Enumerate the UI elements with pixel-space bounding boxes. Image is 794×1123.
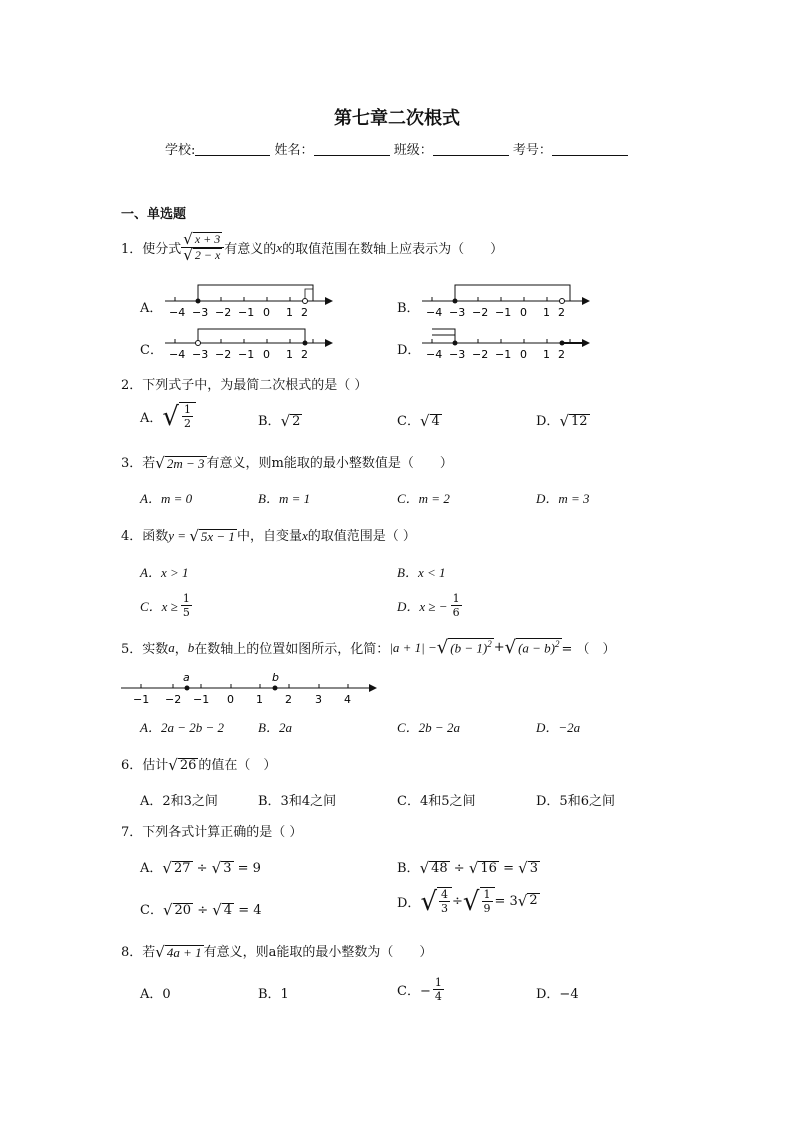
q4-option-d[interactable] bbox=[397, 592, 462, 619]
q8-option-d[interactable]: D．−4 bbox=[536, 987, 579, 1002]
tick-label: 2 bbox=[301, 348, 308, 361]
q5-var-b: b bbox=[187, 639, 195, 655]
q7-c-result: = 4 bbox=[234, 903, 262, 918]
tick-label: 2 bbox=[558, 348, 565, 361]
q6-option-d[interactable]: D．5和6之间 bbox=[536, 794, 615, 809]
q2-d-radicand: 12 bbox=[571, 413, 588, 429]
solid-point bbox=[196, 299, 201, 304]
tick-label: −1 bbox=[495, 348, 512, 361]
q5-number-line bbox=[121, 672, 381, 712]
q1-option-c[interactable]: C． bbox=[140, 343, 163, 358]
q4-prefix: 4．函数 bbox=[121, 529, 169, 544]
tick-label: 2 bbox=[285, 693, 292, 706]
question-4: 4．函数y = √ 5x − 1 中，自变量x的取值范围是（ ） bbox=[121, 527, 416, 546]
tick-label: 0 bbox=[520, 348, 527, 361]
tick-label: −2 bbox=[165, 693, 182, 706]
solid-point bbox=[303, 341, 308, 346]
tick-label: 1 bbox=[543, 306, 550, 319]
q3-option-c[interactable]: C．m = 2 bbox=[397, 491, 450, 506]
q7-b-r2: 16 bbox=[480, 860, 497, 876]
school-blank[interactable] bbox=[195, 141, 270, 156]
q7-a-op: ÷ bbox=[192, 861, 212, 876]
q7-option-a[interactable]: A． √ 27 ÷ √ 3 = 9 bbox=[140, 859, 261, 878]
q5-option-d[interactable]: D．−2a bbox=[536, 720, 581, 735]
name-label: 姓名： bbox=[274, 143, 314, 158]
q7-c-r1: 20 bbox=[174, 902, 192, 918]
q7-option-c[interactable]: C． √ 20 ÷ √ 4 = 4 bbox=[140, 901, 262, 920]
q7-d-den1: 3 bbox=[441, 902, 449, 916]
q5-abs-expr: |a + 1| − bbox=[389, 639, 437, 655]
q5-radicand-1: (b − 1) bbox=[450, 640, 488, 656]
q2-a-num: 1 bbox=[183, 403, 191, 416]
tick-label: −3 bbox=[192, 348, 209, 361]
point-a-label: a bbox=[183, 671, 190, 684]
q7-b-eq: = bbox=[498, 861, 519, 876]
tick-label: −2 bbox=[472, 306, 489, 319]
solid-point bbox=[560, 341, 565, 346]
q1-option-d[interactable]: D． bbox=[397, 343, 421, 358]
solid-point bbox=[453, 341, 458, 346]
q7-d-op: ÷ bbox=[452, 893, 463, 909]
page-title: 第七章二次根式 bbox=[334, 108, 460, 129]
q1-variable: x bbox=[276, 239, 283, 255]
tick-label: 0 bbox=[263, 306, 270, 319]
q6-prefix: 6．估计 bbox=[121, 758, 169, 773]
tick-label: −1 bbox=[495, 306, 512, 319]
q2-option-b[interactable]: B． √ 2 bbox=[258, 412, 301, 431]
q5-square-1: 2 bbox=[487, 639, 492, 650]
q7-d-num2: 1 bbox=[483, 888, 491, 901]
point-b-label: b bbox=[272, 671, 279, 684]
q8-option-c[interactable] bbox=[397, 976, 444, 1003]
question-3: 3．若 √ 2m − 3 有意义，则m能取的最小整数值是（ ） bbox=[121, 454, 453, 473]
q1-number-line-d bbox=[422, 327, 592, 367]
q8-c-den: 4 bbox=[434, 990, 442, 1004]
q3-option-a[interactable]: A．m = 0 bbox=[140, 491, 193, 506]
tick-label: −2 bbox=[472, 348, 489, 361]
q7-c-op: ÷ bbox=[193, 903, 213, 918]
tick-label: −3 bbox=[449, 306, 466, 319]
q1-option-a[interactable]: A． bbox=[140, 301, 163, 316]
q2-a-den: 2 bbox=[183, 417, 191, 431]
tick-label: 1 bbox=[256, 693, 263, 706]
q5-mid: 在数轴上的位置如图所示，化简： bbox=[194, 642, 390, 657]
q5-square-2: 2 bbox=[555, 639, 560, 650]
tick-label: −4 bbox=[426, 348, 443, 361]
q1-number-line-c bbox=[165, 327, 335, 367]
q8-c-num: 1 bbox=[434, 976, 442, 989]
q5-option-a[interactable]: A．2a − 2b − 2 bbox=[140, 720, 224, 735]
q5-plus: + bbox=[493, 640, 505, 655]
q4-option-c[interactable] bbox=[140, 592, 192, 619]
q4-c-den: 5 bbox=[182, 606, 190, 620]
q1-prefix: 1．使分式 bbox=[121, 242, 182, 257]
q5-sep: ， bbox=[174, 642, 188, 657]
q7-d-den2: 9 bbox=[483, 902, 491, 916]
tick-label: 1 bbox=[286, 348, 293, 361]
q1-numerator: x + 3 bbox=[194, 232, 221, 247]
hollow-point bbox=[196, 341, 201, 346]
q7-a-r2: 3 bbox=[223, 860, 232, 876]
q2-d-label: D． bbox=[536, 414, 560, 429]
point-b bbox=[273, 686, 278, 691]
tick-label: 0 bbox=[263, 348, 270, 361]
q3-prefix: 3．若 bbox=[121, 456, 156, 471]
tick-label: −1 bbox=[193, 693, 210, 706]
q5-option-b[interactable]: B．2a bbox=[258, 720, 292, 735]
tick-label: 3 bbox=[315, 693, 322, 706]
q5-prefix: 5．实数 bbox=[121, 642, 169, 657]
q2-b-radicand: 2 bbox=[292, 413, 301, 429]
question-6: 6．估计 √ 26 的值在（ ） bbox=[121, 756, 277, 775]
q4-option-b[interactable]: B．x < 1 bbox=[397, 565, 446, 580]
q7-b-label: B． bbox=[397, 861, 420, 876]
q7-a-result: = 9 bbox=[233, 861, 261, 876]
q2-option-c[interactable]: C． √ 4 bbox=[397, 412, 440, 431]
question-7: 7．下列各式计算正确的是（ ） bbox=[121, 825, 303, 840]
tick-label: 0 bbox=[227, 693, 234, 706]
tick-label: 1 bbox=[286, 306, 293, 319]
question-2: 2．下列式子中，为最简二次根式的是（ ） bbox=[121, 378, 368, 393]
q8-option-a[interactable]: A．0 bbox=[140, 987, 171, 1002]
tick-label: −4 bbox=[169, 348, 186, 361]
q5-radicand-2: (a − b) bbox=[518, 640, 556, 656]
tick-label: 2 bbox=[301, 306, 308, 319]
exam-no-label: 考号： bbox=[512, 143, 552, 158]
tick-label: −4 bbox=[169, 306, 186, 319]
tick-label: −1 bbox=[238, 348, 255, 361]
q4-c-num: 1 bbox=[182, 592, 190, 605]
q7-option-b[interactable]: B． √ 48 ÷ √ 16 = √ 3 bbox=[397, 859, 538, 878]
q3-radicand: 2m − 3 bbox=[166, 455, 205, 471]
q3-option-d[interactable]: D．m = 3 bbox=[536, 491, 590, 506]
q2-option-d[interactable]: D． √ 12 bbox=[536, 412, 588, 431]
q6-radicand: 26 bbox=[179, 757, 197, 773]
exam-no-blank[interactable] bbox=[552, 141, 628, 156]
q5-var-a: a bbox=[168, 639, 175, 655]
q4-radicand: 5x − 1 bbox=[200, 528, 235, 544]
q6-option-b[interactable]: B．3和4之间 bbox=[258, 794, 337, 809]
q7-a-label: A． bbox=[140, 861, 163, 876]
question-8: 8．若 √ 4a + 1 有意义，则a能取的最小整数为（ ） bbox=[121, 943, 433, 962]
q4-suffix: 中，自变量 bbox=[236, 529, 302, 544]
q1-fraction: √ x + 3 √ 2 − x bbox=[181, 232, 224, 263]
q1-text-end: 的取值范围在数轴上应表示为（ ） bbox=[282, 242, 504, 257]
q7-b-r1: 48 bbox=[431, 860, 448, 876]
tick-label: 4 bbox=[344, 693, 351, 706]
q7-d-label: D． bbox=[397, 895, 421, 911]
q3-option-b[interactable]: B．m = 1 bbox=[258, 491, 311, 506]
q6-option-a[interactable]: A．2和3之间 bbox=[140, 794, 218, 809]
q7-a-r1: 27 bbox=[173, 860, 191, 876]
q6-option-c[interactable]: C．4和5之间 bbox=[397, 794, 476, 809]
q4-variable: x bbox=[301, 528, 308, 543]
section-heading: 一、单选题 bbox=[121, 207, 187, 222]
name-blank[interactable] bbox=[314, 141, 390, 156]
tick-label: 2 bbox=[558, 306, 565, 319]
q7-c-r2: 4 bbox=[223, 902, 233, 918]
solid-point bbox=[453, 299, 458, 304]
q7-b-r3: 3 bbox=[529, 860, 538, 876]
question-5: 5．实数 a ， b 在数轴上的位置如图所示，化简： |a + 1| − √ $(b - 1)^2$ + √ $(a - b)^2$ = （ ） bbox=[121, 636, 616, 658]
q3-suffix: 有意义，则m能取的最小整数值是（ ） bbox=[206, 456, 453, 471]
q7-b-op: ÷ bbox=[449, 861, 469, 876]
class-label: 班级： bbox=[393, 143, 433, 158]
q8-option-b[interactable]: B．1 bbox=[258, 987, 289, 1002]
q2-c-radicand: 4 bbox=[431, 413, 440, 429]
q5-equals: = （ ） bbox=[561, 642, 616, 657]
q2-b-label: B． bbox=[258, 414, 281, 429]
tick-label: 0 bbox=[520, 306, 527, 319]
q4-d-label: D．x ≥ − bbox=[397, 599, 448, 615]
q7-d-num1: 4 bbox=[441, 888, 449, 901]
tick-label: −1 bbox=[238, 306, 255, 319]
q5-option-c[interactable]: C．2b − 2a bbox=[397, 720, 460, 735]
tick-label: −2 bbox=[215, 348, 232, 361]
q4-option-a[interactable]: A．x > 1 bbox=[140, 565, 189, 580]
q1-option-b[interactable]: B． bbox=[397, 301, 420, 316]
q4-suffix2: 的取值范围是（ ） bbox=[307, 529, 416, 544]
question-1 bbox=[121, 232, 503, 263]
class-blank[interactable] bbox=[433, 141, 509, 156]
q4-d-num: 1 bbox=[452, 592, 460, 605]
q8-prefix: 8．若 bbox=[121, 945, 156, 960]
q7-c-label: C． bbox=[140, 903, 163, 918]
tick-label: −2 bbox=[215, 306, 232, 319]
q8-radicand: 4a + 1 bbox=[166, 944, 202, 960]
q4-lhs: y = bbox=[168, 528, 190, 543]
point-a bbox=[185, 686, 190, 691]
tick-label: 1 bbox=[543, 348, 550, 361]
q4-d-den: 6 bbox=[452, 606, 460, 620]
q2-option-a[interactable]: A． √ $\frac{1}{2}$ bbox=[140, 402, 196, 430]
q1-denominator: 2 − x bbox=[194, 248, 221, 263]
q4-c-label: C．x ≥ bbox=[140, 599, 178, 615]
tick-label: −4 bbox=[426, 306, 443, 319]
tick-label: −1 bbox=[133, 693, 150, 706]
tick-label: −3 bbox=[449, 348, 466, 361]
tick-label: −3 bbox=[192, 306, 209, 319]
q8-c-label: C．− bbox=[397, 984, 431, 1000]
hollow-point bbox=[303, 299, 308, 304]
school-label: 学校: bbox=[165, 143, 196, 158]
q1-number-line-a bbox=[165, 285, 335, 325]
q2-a-label: A． bbox=[140, 410, 163, 426]
q7-option-d[interactable]: D． √ $\frac{4}{3}$ ÷ √ $\frac{1}{9}$ = 3 √ 2 bbox=[397, 887, 538, 918]
hollow-point bbox=[560, 299, 565, 304]
q1-text-mid: 有意义的 bbox=[224, 242, 277, 257]
q2-c-label: C． bbox=[397, 414, 420, 429]
q6-suffix: 的值在（ ） bbox=[198, 758, 277, 773]
q7-d-r3: 2 bbox=[529, 893, 538, 909]
student-info-line bbox=[165, 139, 628, 158]
q8-suffix: 有意义，则a能取的最小整数为（ ） bbox=[203, 945, 433, 960]
q1-number-line-b bbox=[422, 285, 592, 325]
q7-d-eq: = 3 bbox=[494, 893, 518, 909]
